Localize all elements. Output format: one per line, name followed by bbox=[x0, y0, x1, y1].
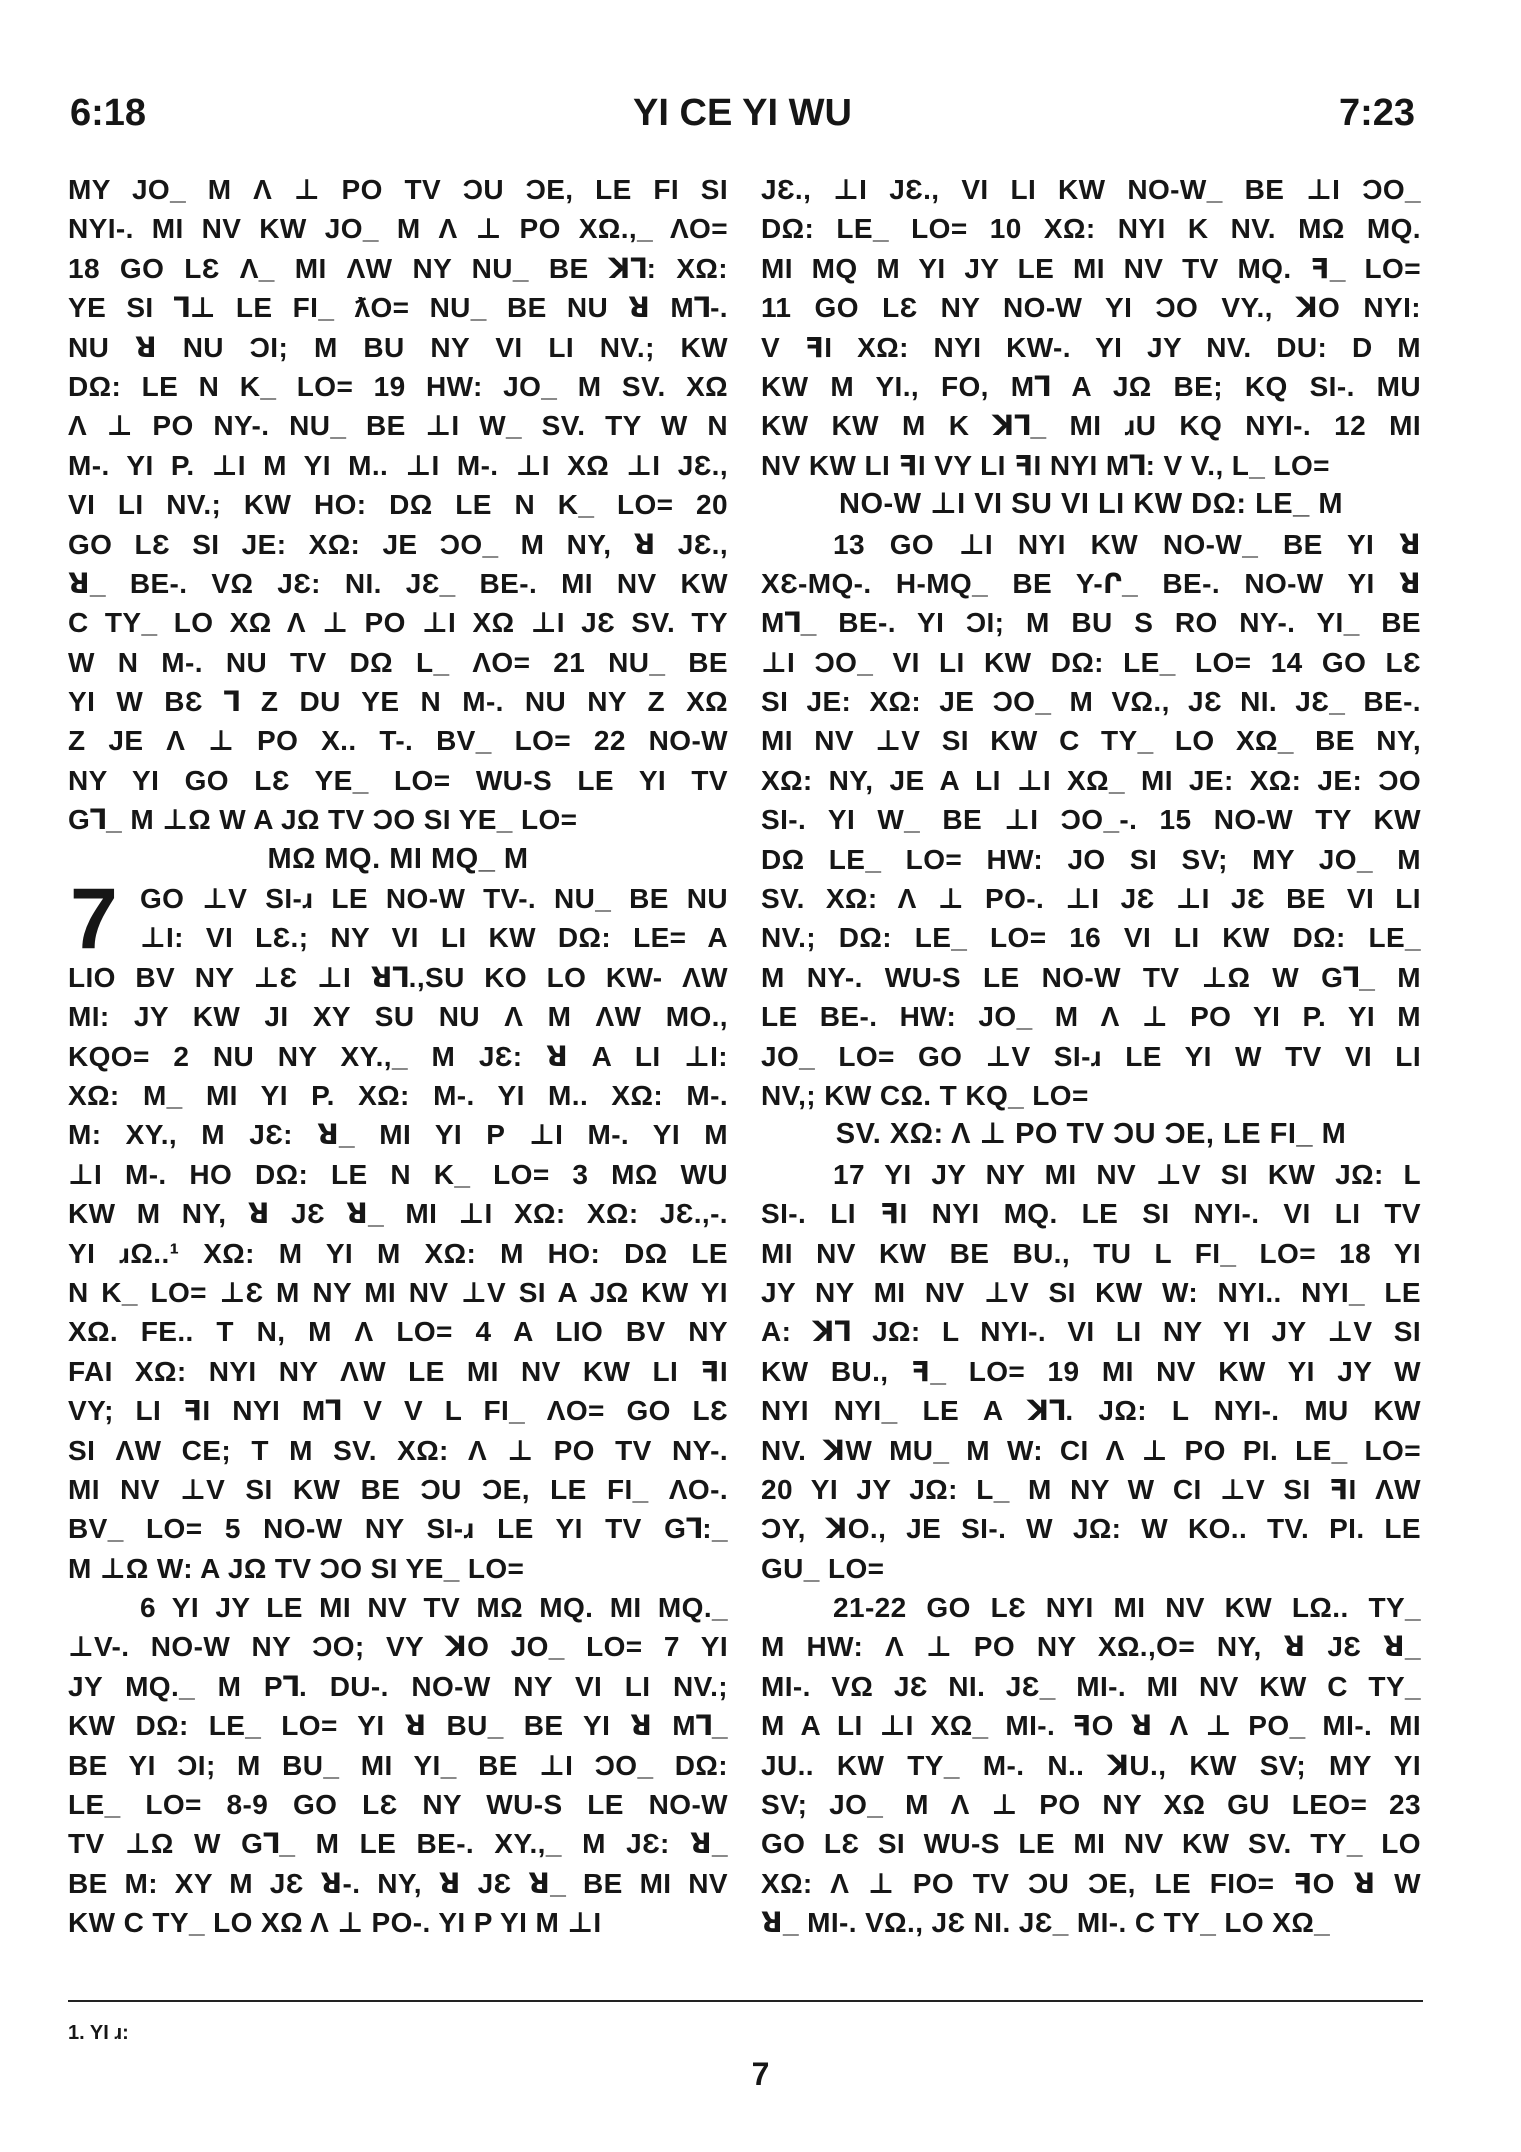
text-line: ⊥V-. NO-W NY ƆO; VY ꓘO JO_ LO= 7 YI bbox=[68, 1631, 728, 1663]
text-line: KW KW M K ꓘ⅂_ MI ɹU KQ NYI-. 12 MI bbox=[761, 410, 1421, 442]
text-line: YI ɹΩ..¹ XΩ: M YI M XΩ: M HO: DΩ LE bbox=[68, 1237, 728, 1269]
text-line: FAI XΩ: NYI NY ΛW LE MI NV KW LI ꟻI bbox=[68, 1355, 728, 1387]
header-chapter-verse-start: 6:18 bbox=[70, 92, 147, 134]
text-line: MI MQ M YI JY LE MI NV TV MQ. ꟻ_ LO= bbox=[761, 252, 1421, 284]
text-line: KQO= 2 NU NY XY.,_ M JƐ: ꓤ A LI ⊥I: bbox=[68, 1040, 728, 1072]
section-heading: MΩ MQ. MI MQ_ M bbox=[267, 842, 529, 875]
text-line: M NY-. WU-S LE NO-W TV ⊥Ω W G⅂_ M bbox=[761, 961, 1421, 993]
text-line: JƐ., ⊥I JƐ., VI LI KW NO-W_ BE ⊥I ƆO_ bbox=[761, 174, 1421, 205]
page-number: 7 bbox=[751, 2056, 770, 2092]
text-line: C TY_ LO XΩ Λ ⊥ PO ⊥I XΩ ⊥I JƐ SV. TY bbox=[68, 607, 728, 639]
text-line: KW BU., ꟻ_ LO= 19 MI NV KW YI JY W bbox=[761, 1355, 1421, 1387]
text-line: VY; LI ꟻI NYI M⅂ V V L FI_ ΛO= GO LƐ bbox=[68, 1395, 728, 1427]
footnote: 1. YI ɹ: bbox=[68, 2022, 129, 2044]
text-line: JY NY MI NV ⊥V SI KW W: NYI.. NYI_ LE bbox=[761, 1276, 1421, 1308]
text-line: A: ꓘ⅂ JΩ: L NYI-. VI LI NY YI JY ⊥V SI bbox=[761, 1316, 1421, 1348]
text-line: Λ ⊥ PO NY-. NU_ BE ⊥I W_ SV. TY W N bbox=[68, 410, 728, 442]
text-line: N K_ LO= ⊥Ɛ M NY MI NV ⊥V SI A JΩ KW YI bbox=[68, 1276, 728, 1308]
header-book-title: YI CE YI WU bbox=[633, 92, 852, 134]
text-line: KW DΩ: LE_ LO= YI ꓤ BU_ BE YI ꓤ M⅂_ bbox=[68, 1710, 728, 1742]
text-line: M A LI ⊥I XΩ_ MI-. ꟻO ꓤ Λ ⊥ PO_ MI-. MI bbox=[761, 1710, 1421, 1742]
text-line: NV.; DΩ: LE_ LO= 16 VI LI KW DΩ: LE_ bbox=[761, 922, 1421, 954]
text-line: G⅂_ M ⊥Ω W A JΩ TV ƆO SI YE_ LO= bbox=[68, 804, 578, 836]
text-line: 11 GO LƐ NY NO-W YI ƆO VY., ꓘO NYI: bbox=[761, 292, 1421, 324]
text-line: NU ꓤ NU ƆI; M BU NY VI LI NV.; KW bbox=[68, 331, 728, 363]
text-line: KW M YI., FO, M⅂ A JΩ BE; KQ SI-. MU bbox=[761, 370, 1421, 402]
text-line: ⊥I M-. HO DΩ: LE N K_ LO= 3 MΩ WU bbox=[68, 1158, 728, 1190]
right-block-b bbox=[761, 525, 1421, 1116]
text-line: GO ⊥V SI-ɹ LE NO-W TV-. NU_ BE NU bbox=[140, 883, 728, 915]
text-line: YE SI ⅂⊥ LE FI_ ƛO= NU_ BE NU ꓤ M⅂-. bbox=[68, 292, 728, 324]
right-block-c bbox=[761, 1155, 1421, 1943]
text-line: NV KW LI ꟻI VY LI ꟻI NYI M⅂: V V., L_ LO= bbox=[761, 449, 1330, 481]
text-line: ⊥I: VI LƐ.; NY VI LI KW DΩ: LE= A bbox=[140, 922, 728, 954]
text-line: YI W BƐ ⅂ Z DU YE N M-. NU NY Z XΩ bbox=[68, 686, 728, 718]
section-heading: SV. XΩ: Λ ⊥ PO TV ƆU ƆE, LE FI_ M bbox=[835, 1118, 1347, 1151]
text-line: GO LƐ SI WU-S LE MI NV KW SV. TY_ LO bbox=[761, 1828, 1421, 1860]
text-line: XΩ: Λ ⊥ PO TV ƆU ƆE, LE FIO= ꟻO ꓤ W bbox=[761, 1867, 1421, 1899]
text-line: 21-22 GO LƐ NYI MI NV KW LΩ.. TY_ bbox=[833, 1592, 1421, 1624]
text-line: 18 GO LƐ Λ_ MI ΛW NY NU_ BE ꓘ⅂: XΩ: bbox=[68, 252, 728, 284]
text-line: SI-. LI ꟻI NYI MQ. LE SI NYI-. VI LI TV bbox=[761, 1198, 1421, 1230]
header-chapter-verse-end: 7:23 bbox=[1338, 92, 1415, 134]
text-line: M ⊥Ω W: A JΩ TV ƆO SI YE_ LO= bbox=[68, 1552, 525, 1584]
left-before-heading bbox=[68, 170, 728, 840]
text-line: MY JO_ M Λ ⊥ PO TV ƆU ƆE, LE FI SI bbox=[68, 174, 728, 205]
text-line: SI JE: XΩ: JE ƆO_ M VΩ., JƐ NI. JƐ_ BE-. bbox=[761, 686, 1421, 718]
text-line: V ꟻI XΩ: NYI KW-. YI JY NV. DU: D M bbox=[761, 331, 1421, 363]
text-line: KW M NY, ꓤ JƐ ꓤ_ MI ⊥I XΩ: XΩ: JƐ.,-. bbox=[68, 1198, 728, 1230]
text-line: LIO BV NY ⊥Ɛ ⊥I ꓤ⅂.,SU KO LO KW- ΛW bbox=[68, 961, 728, 993]
left-after-heading bbox=[68, 871, 728, 1943]
text-line: MI NV KW BE BU., TU L FI_ LO= 18 YI bbox=[761, 1237, 1421, 1269]
text-line: NV. ꓘW MU_ M W: CI Λ ⊥ PO PI. LE_ LO= bbox=[761, 1434, 1421, 1466]
text-line: ⊥I ƆO_ VI LI KW DΩ: LE_ LO= 14 GO LƐ bbox=[761, 646, 1421, 678]
right-block-a bbox=[761, 170, 1421, 485]
text-line: JY MQ._ M P⅂. DU-. NO-W NY VI LI NV.; bbox=[68, 1670, 728, 1702]
text-line: BE YI ƆI; M BU_ MI YI_ BE ⊥I ƆO_ DΩ: bbox=[68, 1749, 728, 1781]
text-line: BE M: XY M JƐ ꓤ-. NY, ꓤ JƐ ꓤ_ BE MI NV bbox=[68, 1867, 728, 1899]
chapter-start bbox=[68, 871, 728, 1943]
text-line: ꓤ_ MI-. VΩ., JƐ NI. JƐ_ MI-. C TY_ LO XΩ_ bbox=[761, 1907, 1331, 1939]
text-line: NV,; KW CΩ. T KQ_ LO= bbox=[761, 1079, 1089, 1111]
text-line: NYI NYI_ LE A ꓘ⅂. JΩ: L NYI-. MU KW bbox=[761, 1395, 1421, 1427]
text-line: GU_ LO= bbox=[761, 1552, 885, 1584]
text-line: DΩ: LE_ LO= 10 XΩ: NYI K NV. MΩ MQ. bbox=[761, 213, 1421, 245]
text-line: SV; JO_ M Λ ⊥ PO NY XΩ GU LEO= 23 bbox=[761, 1789, 1421, 1821]
text-line: LE BE-. HW: JO_ M Λ ⊥ PO YI P. YI M bbox=[761, 1001, 1421, 1033]
text-line: GO LƐ SI JE: XΩ: JE ƆO_ M NY, ꓤ JƐ., bbox=[68, 528, 728, 560]
text-line: VI LI NV.; KW HO: DΩ LE N K_ LO= 20 bbox=[68, 489, 728, 521]
text-line: LE_ LO= 8-9 GO LƐ NY WU-S LE NO-W bbox=[68, 1789, 728, 1821]
text-line: SV. XΩ: Λ ⊥ PO-. ⊥I JƐ ⊥I JƐ BE VI LI bbox=[761, 883, 1421, 915]
text-line: JU.. KW TY_ M-. N.. ꓘU., KW SV; MY YI bbox=[761, 1749, 1421, 1781]
text-line: 20 YI JY JΩ: L_ M NY W CI ⊥V SI ꟻI ΛW bbox=[761, 1473, 1421, 1505]
text-line: SI ΛW CE; T M SV. XΩ: Λ ⊥ PO TV NY-. bbox=[68, 1434, 728, 1466]
text-line: MI NV ⊥V SI KW C TY_ LO XΩ_ BE NY, bbox=[761, 725, 1421, 757]
text-line: XƐ-MQ-. H-MQ_ BE Y-Ր_ BE-. NO-W YI ꓤ bbox=[761, 567, 1421, 599]
text-line: NY YI GO LƐ YE_ LO= WU-S LE YI TV bbox=[68, 764, 728, 796]
text-line: DΩ LE_ LO= HW: JO SI SV; MY JO_ M bbox=[761, 843, 1421, 875]
text-line: M HW: Λ ⊥ PO NY XΩ.,O= NY, ꓤ JƐ ꓤ_ bbox=[761, 1631, 1421, 1663]
text-line: NYI-. MI NV KW JO_ M Λ ⊥ PO XΩ.,_ ΛO= bbox=[68, 213, 728, 245]
text-line: 6 YI JY LE MI NV TV MΩ MQ. MI MQ._ bbox=[140, 1592, 728, 1624]
text-line: M: XY., M JƐ: ꓤ_ MI YI P ⊥I M-. YI M bbox=[68, 1119, 728, 1151]
text-line: ƆY, ꓘO., JE SI-. W JΩ: W KO.. TV. PI. LE bbox=[761, 1513, 1421, 1545]
chapter-drop-cap: 7 bbox=[70, 871, 118, 968]
text-line: MI: JY KW JI XY SU NU Λ M ΛW MO., bbox=[68, 1001, 728, 1033]
right-text-column bbox=[761, 170, 1421, 1943]
left-text-column bbox=[68, 170, 728, 1943]
text-line: MI-. VΩ JƐ NI. JƐ_ MI-. MI NV KW C TY_ bbox=[761, 1670, 1421, 1702]
text-line: M⅂_ BE-. YI ƆI; M BU S RO NY-. YI_ BE bbox=[761, 607, 1421, 639]
text-line: BV_ LO= 5 NO-W NY SI-ɹ LE YI TV G⅂:_ bbox=[68, 1513, 728, 1545]
text-line: XΩ. FE.. T N, M Λ LO= 4 A LIO BV NY bbox=[68, 1316, 728, 1348]
text-line: XΩ: M_ MI YI P. XΩ: M-. YI M.. XΩ: M-. bbox=[68, 1079, 728, 1111]
text-line: XΩ: NY, JE A LI ⊥I XΩ_ MI JE: XΩ: JE: ƆO bbox=[761, 764, 1421, 796]
section-heading: NO-W ⊥I VI SU VI LI KW DΩ: LE_ M bbox=[839, 488, 1343, 521]
text-line: KW C TY_ LO XΩ Λ ⊥ PO-. YI P YI M ⊥I bbox=[68, 1907, 602, 1939]
text-line: MI NV ⊥V SI KW BE ƆU ƆE, LE FI_ ΛO-. bbox=[68, 1473, 728, 1505]
text-line: DΩ: LE N K_ LO= 19 HW: JO_ M SV. XΩ bbox=[68, 370, 728, 402]
running-header bbox=[70, 88, 1415, 138]
footnote-rule bbox=[68, 2000, 1423, 2002]
text-line: M-. YI P. ⊥I M YI M.. ⊥I M-. ⊥I XΩ ⊥I JƐ., bbox=[68, 449, 728, 481]
text-line: SI-. YI W_ BE ⊥I ƆO_-. 15 NO-W TY KW bbox=[761, 804, 1421, 836]
text-line: 17 YI JY NY MI NV ⊥V SI KW JΩ: L bbox=[833, 1158, 1421, 1190]
text-line: JO_ LO= GO ⊥V SI-ɹ LE YI W TV VI LI bbox=[761, 1040, 1421, 1072]
text-line: W N M-. NU TV DΩ L_ ΛO= 21 NU_ BE bbox=[68, 646, 728, 678]
text-line: 13 GO ⊥I NYI KW NO-W_ BE YI ꓤ bbox=[833, 528, 1421, 560]
text-line: Z JE Λ ⊥ PO X.. T-. BV_ LO= 22 NO-W bbox=[68, 725, 728, 757]
text-line: TV ⊥Ω W G⅂_ M LE BE-. XY.,_ M JƐ: ꓤ_ bbox=[68, 1828, 728, 1860]
text-line: ꓤ_ BE-. VΩ JƐ: NI. JƐ_ BE-. MI NV KW bbox=[68, 567, 728, 599]
